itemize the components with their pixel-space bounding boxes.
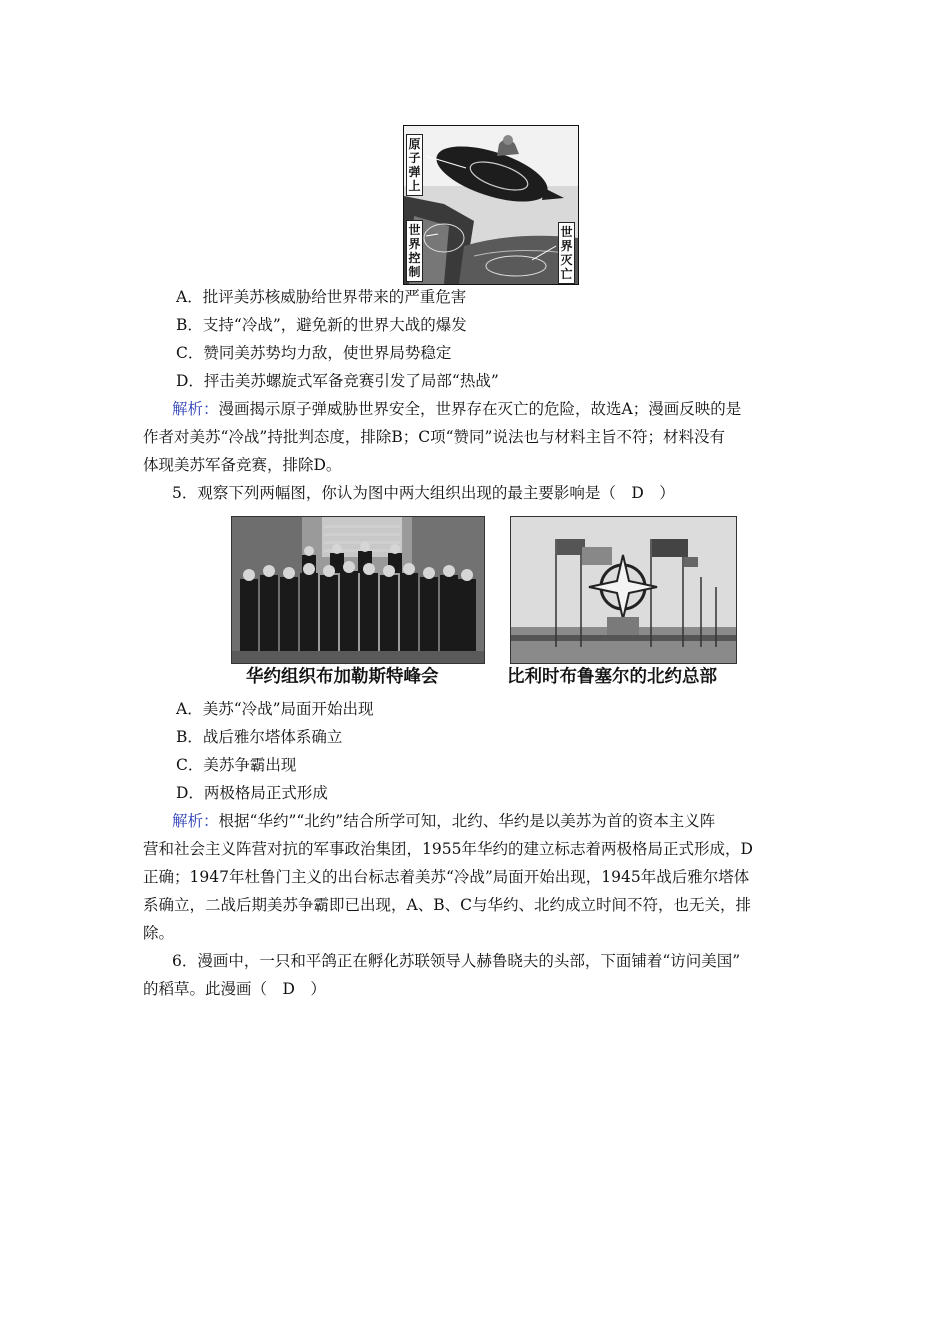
group-photo-drawing [232,517,484,663]
q5-analysis-line-3: 正确；1947年杜鲁门主义的出台标志着美苏“冷战”局面开始出现，1945年战后雅尔塔体 [143,868,750,886]
warsaw-pact-photo-caption: 华约组织布加勒斯特峰会 [246,667,439,687]
q4-option-a: A．批评美苏核威胁给世界带来的严重危害 [176,288,467,306]
q4-analysis-label: 解析： [172,400,219,418]
warsaw-pact-summit-photo [231,516,485,664]
nato-photo-caption: 比利时布鲁塞尔的北约总部 [507,667,717,687]
q5-analysis-line-4: 系确立，二战后期美苏争霸即已出现，A、B、C与华约、北约成立时间不符，也无关，排 [143,896,751,914]
q5-option-d: D．两极格局正式形成 [176,784,328,802]
cartoon-label-world-destruction: 世界灭亡 [558,222,575,284]
atomic-bomb-cartoon [403,125,579,285]
q5-analysis-label: 解析： [172,812,219,830]
q4-option-d: D．抨击美苏螺旋式军备竞赛引发了局部“热战” [176,372,499,390]
q5-analysis-line-2: 营和社会主义阵营对抗的军事政治集团，1955年华约的建立标志着两极格局正式形成，D [143,840,753,858]
q5-stem: 5．观察下列两幅图，你认为图中两大组织出现的最主要影响是（ D ） [172,484,675,502]
q4-analysis-line-1: 解析：漫画揭示原子弹威胁世界安全，世界存在灭亡的危险，故选A；漫画反映的是 [172,400,742,418]
q4-analysis-line-2: 作者对美苏“冷战”持批判态度，排除B；C项“赞同”说法也与材料主旨不符；材料没有 [143,428,725,446]
q5-option-a: A．美苏“冷战”局面开始出现 [176,700,374,718]
q4-option-b: B．支持“冷战”，避免新的世界大战的爆发 [176,316,467,334]
cartoon-drawing [404,126,578,284]
cartoon-label-bomb: 原子弹上 [406,134,423,196]
nato-headquarters-photo [510,516,737,664]
nato-hq-drawing [511,517,736,663]
q5-option-c: C．美苏争霸出现 [176,756,297,774]
q5-option-b: B．战后雅尔塔体系确立 [176,728,343,746]
q4-analysis-line-3: 体现美苏军备竞赛，排除D。 [143,456,342,474]
cartoon-label-world-control: 世界控制 [406,220,423,282]
q5-analysis-line-5: 除。 [143,924,175,942]
q6-stem-line-1: 6．漫画中，一只和平鸽正在孵化苏联领导人赫鲁晓夫的头部，下面铺着“访问美国” [172,952,741,970]
q4-option-c: C．赞同美苏势均力敌，使世界局势稳定 [176,344,452,362]
q5-analysis-line-1: 解析：根据“华约”“北约”结合所学可知，北约、华约是以美苏为首的资本主义阵 [172,812,716,830]
q6-stem-line-2: 的稻草。此漫画（ D ） [143,980,326,998]
